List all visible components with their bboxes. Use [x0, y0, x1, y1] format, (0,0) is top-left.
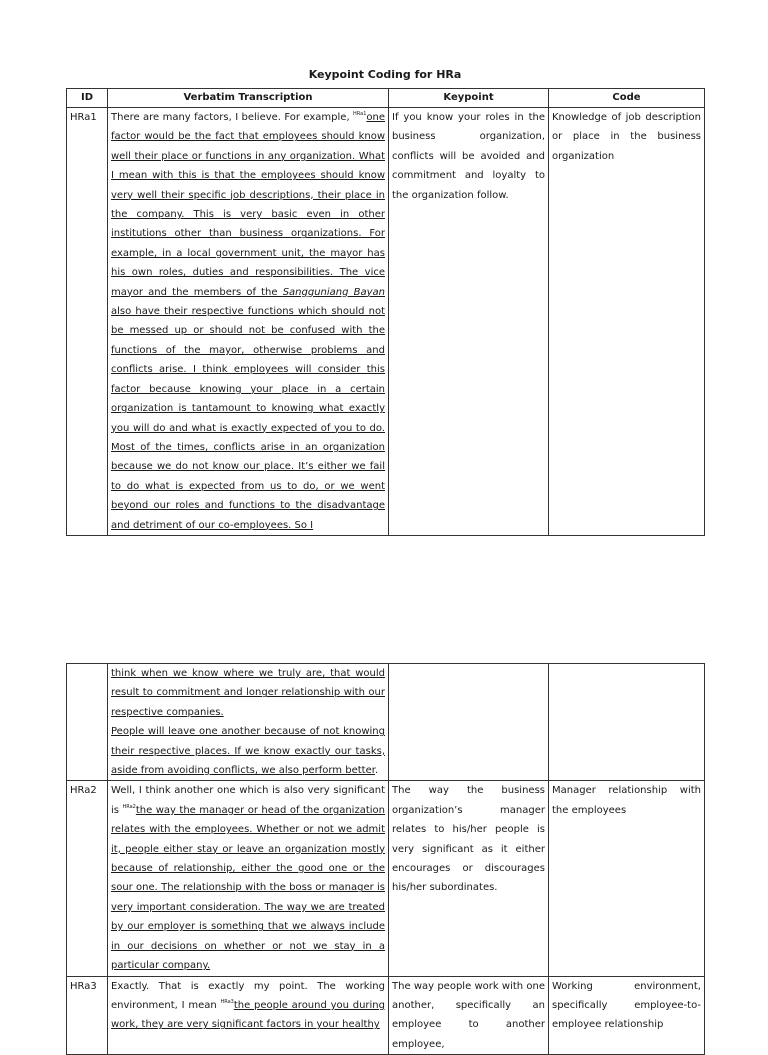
- code-cell: [549, 664, 705, 781]
- code-cell: Manager relationship with the employees: [549, 781, 705, 976]
- verbatim-text: There are many factors, I believe. For example,: [111, 112, 354, 123]
- row-id: [67, 664, 108, 781]
- verbatim-text: Well, I think another one which is also very significant is: [111, 785, 385, 816]
- verbatim-underlined: the people around you during work, they are very significant factors in your healthy: [111, 999, 385, 1031]
- keypoint-cell: The way the business organization’s manager relates to his/her people is very significant as it either encourages or discourages his/her subordinates.: [389, 781, 549, 976]
- page-title: Keypoint Coding for HRa: [308, 68, 462, 81]
- verbatim-cell: [108, 664, 389, 781]
- verbatim-underlined: People will leave one another because of not knowing their respective places. If we know exactly our tasks, aside from avoiding conflicts, we also perform better: [111, 726, 385, 777]
- table-row: [67, 781, 705, 976]
- header-code: Code: [549, 89, 705, 108]
- coding-marker: HRa1: [353, 111, 367, 117]
- header-id: ID: [67, 89, 108, 108]
- verbatim-underlined: the way the manager or head of the organization relates with the employees. Whether or not we admit it, people either stay or leave an organization mostly because of relationship, either the good one or the sour one. The relationship with the boss or manager is very important consideration. The way we are treated by our employer is something that we always include in our decisions on whether or not we stay in a particular company.: [111, 804, 385, 972]
- table-row: [67, 108, 705, 536]
- verbatim-underlined: think when we know where we truly are, that would result to commitment and longer relationship with our respective companies.: [111, 668, 385, 718]
- keypoint-cell: The way people work with one another, specifically an employee to another employee,: [389, 976, 549, 1055]
- row-id: HRa2: [67, 781, 108, 976]
- code-cell: Knowledge of job description or place in the business organization: [549, 108, 705, 536]
- verbatim-underlined: also have their respective functions which should not be messed up or should not be confused with the functions of the mayor, otherwise problems and conflicts arise. I think employees will consider this factor because knowing your place in a certain organization is tantamount to knowing what exactly you will do and what is exactly expected of you to do. Most of the times, conflicts arise in an organization because we do not know our place. It’s either we fail to do what is expected from us to do, or we went beyond our roles and functions to the disadvantage and detriment of our co-employees. So I: [111, 306, 385, 531]
- verbatim-underlined: one factor would be the fact that employees should know well their place or functions in any organization. What I mean with this is that the employees should know very well their specific job descriptions, their place in the company. This is very basic even in other institutions other than business organizations. For example, in a local government unit, the mayor has his own roles, duties and responsibilities. The vice mayor and the members of the: [111, 112, 385, 298]
- verbatim-italic: Sangguniang Bayan: [282, 286, 385, 298]
- header-verbatim: Verbatim Transcription: [108, 89, 389, 108]
- table-row: [67, 664, 705, 781]
- verbatim-cell: [108, 108, 389, 536]
- row-id: HRa3: [67, 976, 108, 1055]
- verbatim-text: Exactly. That is exactly my point. The working environment, I mean: [111, 980, 385, 1011]
- keypoint-cell: [389, 664, 549, 781]
- header-keypoint: Keypoint: [389, 89, 549, 108]
- code-cell: Working environment, specifically employee-to-employee relationship: [549, 976, 705, 1055]
- verbatim-cell: [108, 781, 389, 976]
- row-id: HRa1: [67, 108, 108, 536]
- keypoint-table-part-2: [66, 663, 705, 1055]
- keypoint-table-part-1: [66, 88, 705, 536]
- coding-marker: HRa2: [122, 803, 136, 810]
- keypoint-cell: If you know your roles in the business organization, conflicts will be avoided and commitment and loyalty to the organization follow.: [389, 108, 549, 536]
- table-row: [67, 976, 705, 1055]
- table-header-row: [67, 89, 705, 108]
- coding-marker: HRa3: [220, 998, 234, 1005]
- verbatim-text: .: [374, 765, 379, 777]
- verbatim-cell: [108, 976, 389, 1055]
